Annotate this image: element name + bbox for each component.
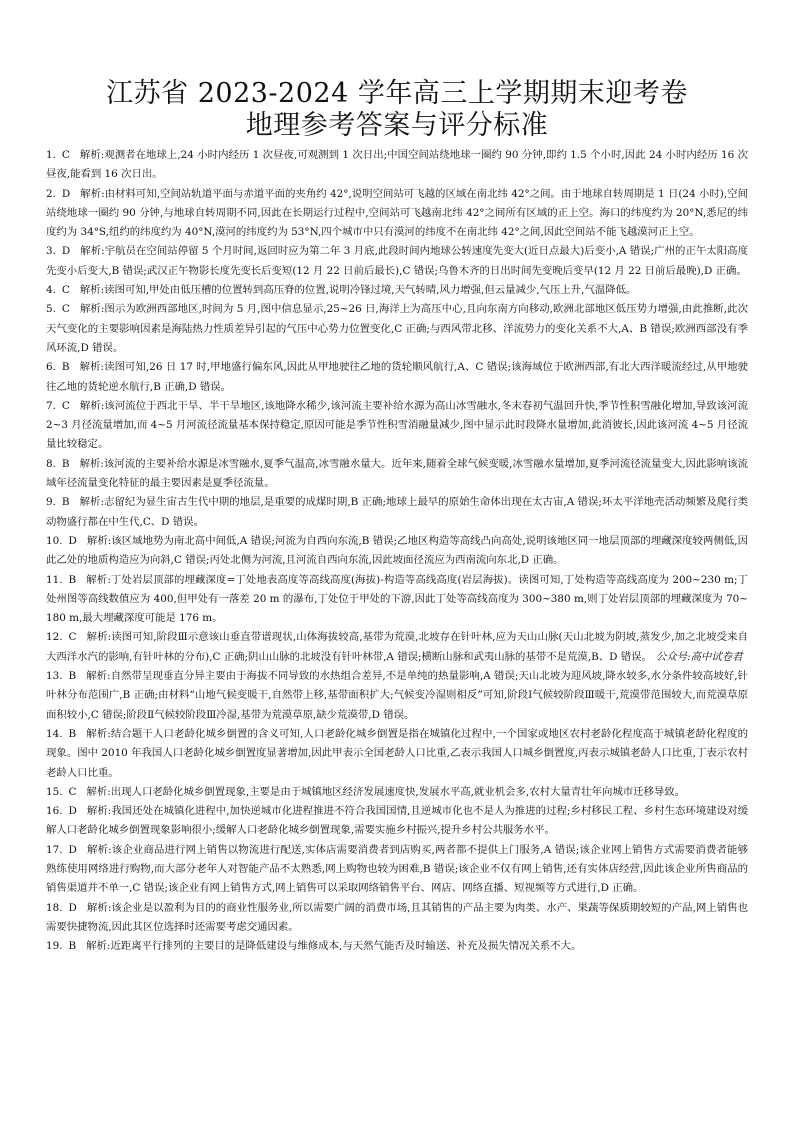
answer-option: B — [61, 361, 70, 374]
answer-number: 1. — [46, 149, 56, 161]
answer-option: D — [61, 187, 71, 200]
answer-explanation: 解析:由材料可知,空间站轨道平面与赤道平面的夹角约 42°,说明空间站可飞越的区域在南北纬 42°之间。由于地球自转周期是 1 日(24 小时),空间站绕地球一圈约 90 分钟,与地球自转周期不同,因此在长期运行过程中,空间站可飞越南北纬 42°之间所有区域的正上空。海口的纬度约为 20°N,悉尼的纬度约为 34°S,纽约的纬度约为 40°N,漠河的纬度约为 53°N,四个城市中只有漠河的纬度不在南北纬 42°之间,因此空间站不能飞越漠河正上空。 — [46, 187, 748, 239]
answer-item — [46, 841, 748, 899]
answer-option: D — [61, 245, 71, 258]
answer-item — [46, 397, 748, 455]
answer-item — [46, 725, 748, 783]
answer-number: 19. — [46, 940, 63, 953]
answer-number: 3. — [46, 245, 56, 258]
answer-item — [46, 185, 748, 243]
answer-explanation: 解析:该河流位于西北干旱、半干旱地区,该地降水稀少,该河流主要补给水源为高山冰雪融水,冬末春初气温回升快,季节性积雪融化增加,导致该河流 2~3 月径流量增加,而 4~5 月河流径流量基本保持稳定,原因可能是季节性积雪消融量减少,图中显示此时段降水量增加,此消彼长,因此该河流 4~5 月径流量比较稳定。 — [46, 399, 748, 451]
answer-explanation: 解析:该区域地势为南北高中间低,A 错误;河流为自西向东流,B 错误;乙地区构造等高线凸向高处,说明该地区同一地层顶部的埋藏深度较两侧低,因此乙处的地质构造应为向斜,C 错误;丙处北侧为河流,且河流自西向东流,因此坡面径流应为西南流向东北,D 正确。 — [46, 534, 748, 567]
answer-option: B — [68, 573, 77, 586]
answer-explanation: 解析:近距离平行排列的主要目的是降低建设与维修成本,与天然气能否及时输送、补充及损失情况关系不大。 — [86, 940, 582, 953]
answer-option: C — [61, 303, 70, 316]
answer-item — [46, 802, 748, 841]
answer-item — [46, 667, 748, 725]
answer-number: 8. — [46, 457, 56, 470]
answer-option: D — [68, 534, 77, 547]
answer-number: 10. — [46, 534, 63, 547]
answer-explanation: 解析:自然带呈现垂直分异主要由于海拔不同导致的水热组合差异,不是单纯的热量影响,A 错误;天山北坡为迎风坡,降水较多,水分条件较高坡好,针叶林分布范围广,B 正确;由材料“山地气候变暖干,自然带上移,基带面积扩大;气候变冷湿则相反”可知,阶段Ⅰ气候较阶段Ⅲ暖干,荒漠带范围较大,而荒漠草原面积较小,C 错误;阶段Ⅱ气候较阶段Ⅲ冷湿,基带为荒漠草原,缺少荒漠带,D 错误。 — [46, 670, 748, 721]
answer-explanation: 解析:出现人口老龄化城乡倒置现象,主要是由于城镇地区经济发展速度快,发展水平高,就业机会多,农村大量青壮年向城市迁移导致。 — [86, 785, 686, 798]
answer-number: 5. — [46, 303, 56, 316]
title-line-1: 江苏省 2023-2024 学年高三上学期期末迎考卷 — [106, 78, 688, 109]
answer-item — [46, 146, 748, 185]
answer-item — [46, 281, 748, 300]
answer-item — [46, 899, 748, 938]
answer-item — [46, 300, 748, 358]
answer-number: 16. — [46, 805, 63, 818]
answer-explanation: 解析:该河流的主要补给水源是冰雪融水,夏季气温高,冰雪融水量大。近年来,随着全球气候变暖,冰雪融水量增加,夏季河流径流量变大,因此影响该流域年径流量变化特征的最主要因素是夏季径流量。 — [46, 457, 748, 490]
answer-option: B — [68, 940, 77, 953]
answer-item — [46, 532, 748, 571]
document-title — [46, 78, 748, 142]
answer-option: C — [68, 785, 77, 798]
answer-option: B — [68, 727, 77, 740]
answer-number: 17. — [46, 843, 63, 856]
answer-option: B — [61, 496, 70, 509]
answer-number: 14. — [46, 727, 63, 740]
answer-explanation: 解析:读图可知,26 日 17 时,甲地盛行偏东风,因此从甲地驶往乙地的货轮顺风航行,A、C 错误;该海域位于欧洲西部,有北大西洋暖流经过,从甲地驶往乙地的货轮逆水航行,B 正确,D 错误。 — [46, 361, 748, 393]
answer-item — [46, 937, 748, 956]
answer-list — [46, 146, 748, 956]
answer-number: 15. — [46, 785, 63, 798]
answer-number: 2. — [46, 187, 56, 200]
answer-note: 公众号:高中试卷君 — [655, 650, 743, 663]
answer-explanation: 解析:读图可知,甲处由低压槽的位置转到高压脊的位置,说明冷锋过境,天气转晴,风力增强,但云量减少,气压上升,气温降低。 — [79, 284, 637, 297]
answer-option: B — [68, 670, 77, 683]
answer-option: D — [68, 843, 77, 856]
title-line-2: 地理参考答案与评分标准 — [245, 110, 549, 141]
answer-option: D — [68, 805, 77, 818]
answer-number: 9. — [46, 496, 56, 509]
answer-option: B — [61, 457, 70, 470]
answer-item — [46, 455, 748, 494]
answer-item — [46, 242, 748, 281]
answer-explanation: 解析:丁处岩层顶部的埋藏深度=丁处地表高度等高线高度(海拔)-构造等高线高度(岩层海拔)。读图可知,丁处构造等高线高度为 200~230 m;丁处州图等高线数值应为 400,但甲处有一落差 20 m 的瀑布,丁处位于甲处的下游,因此丁处等高线高度为 300~380 m,则丁处岩层顶部的埋藏深度为 70~180 m,最大埋藏深度可能是 176 m。 — [46, 573, 748, 625]
answer-explanation: 解析:志留纪为显生宙古生代中期的地层,是重要的成煤时期,B 正确;地球上最早的原始生命体出现在太古宙,A 错误;环太平洋地壳活动频繁及爬行类动物盛行都在中生代,C、D 错误。 — [46, 496, 748, 528]
answer-item — [46, 628, 748, 667]
answer-number: 4. — [46, 284, 56, 297]
answer-option: C — [61, 149, 70, 161]
answer-option: C — [61, 284, 70, 297]
answer-option: D — [68, 901, 77, 914]
answer-explanation: 解析:我国还处在城镇化进程中,加快逆城市化进程推进不符合我国国情,且逆城市化也不是人为推进的过程;乡村移民工程、乡村生态环境建设对缓解人口老龄化城乡倒置现象影响很小;缓解人口老龄化城乡倒置现象,需要实施乡村振兴,提升乡村公共服务水平。 — [46, 805, 748, 837]
answer-item — [46, 571, 748, 629]
answer-item — [46, 783, 748, 802]
answer-explanation: 解析:该企业是以盈利为目的的商业性服务业,所以需要广阔的消费市场,且其销售的产品主要为肉类、水产、果蔬等保质期较短的产品,网上销售也需要快捷物流,因此其区位选择时还需要考虑交通因素。 — [46, 901, 748, 933]
answer-option: C — [61, 399, 70, 412]
answer-number: 11. — [46, 573, 63, 586]
answer-number: 18. — [46, 901, 63, 914]
answer-number: 12. — [46, 631, 63, 644]
answer-item — [46, 493, 748, 532]
answer-explanation: 解析:结合题干人口老龄化城乡倒置的含义可知,人口老龄化城乡倒置是指在城镇化过程中,一个国家或地区农村老龄化程度高于城镇老龄化程度的现象。图中 2010 年我国人口老龄化城乡倒置度显著增加,因此甲表示全国老龄人口比重,乙表示我国人口城乡倒置度,丙表示城镇老龄人口比重,丁表示农村老龄人口比重。 — [46, 727, 748, 779]
answer-explanation: 解析:观测者在地球上,24 小时内经历 1 次昼夜,可观测到 1 次日出;中国空间站绕地球一圈约 90 分钟,即约 1.5 个小时,因此 24 小时内经历 16 次昼夜,能看到 16 次日出。 — [46, 149, 748, 181]
answer-number: 7. — [46, 399, 56, 412]
answer-number: 13. — [46, 670, 63, 683]
answer-explanation: 解析:图示为欧洲西部地区,时间为 5 月,图中信息显示,25~26 日,海洋上为高压中心,且向东南方向移动,欧洲北部地区低压势力增强,由此推断,此次天气变化的主要影响因素是海陆热力性质差异引起的气压中心势力位置变化,C 正确;与西风带北移、洋流势力的变化关系不大,A、B 错误;欧洲西部没有季风环流,D 错误。 — [46, 303, 748, 354]
answer-option: C — [68, 631, 77, 644]
answer-explanation: 解析:该企业商品进行网上销售以物流进行配送,实体店需要消费者到店购买,两者都不提供上门服务,A 错误;该企业网上销售方式需要消费者能够熟练使用网络进行购物,而大部分老年人对智能产品不太熟悉,网上购物也较为困难,B 错误;该企业不仅有网上销售,还有实体店经营,因此该企业所售商品的销售渠道并不单一,C 错误;该企业有网上销售方式,网上销售可以采取网络销售平台、网店、网络直播、短视频等方式进行,D 正确。 — [46, 843, 748, 895]
answer-explanation: 解析:宇航员在空间站停留 5 个月时间,返回时应为第二年 3 月底,此段时间内地球公转速度先变大(近日点最大)后变小,A 错误;广州的正午太阳高度先变小后变大,B 错误;武汉正午物影长度先变长后变短(12 月 22 日前后最长),C 错误;乌鲁木齐的日出时间先变晚后变早(12 月 22 日前后最晚),D 正确。 — [46, 245, 748, 277]
answer-item — [46, 358, 748, 397]
answer-number: 6. — [46, 361, 56, 374]
answer-explanation: 解析:读图可知,阶段Ⅲ示意该山垂直带谱现状,山体海拔较高,基带为荒漠,北坡存在针叶林,应为天山山脉(天山北坡为阴坡,蒸发少,加之北坡受来自大西洋水汽的影响,有针叶林的分布),C 正确;阴山山脉的北坡没有针叶林带,A 错误;横断山脉和武夷山脉的基带不是荒漠,B、D 错误。 — [46, 631, 748, 663]
